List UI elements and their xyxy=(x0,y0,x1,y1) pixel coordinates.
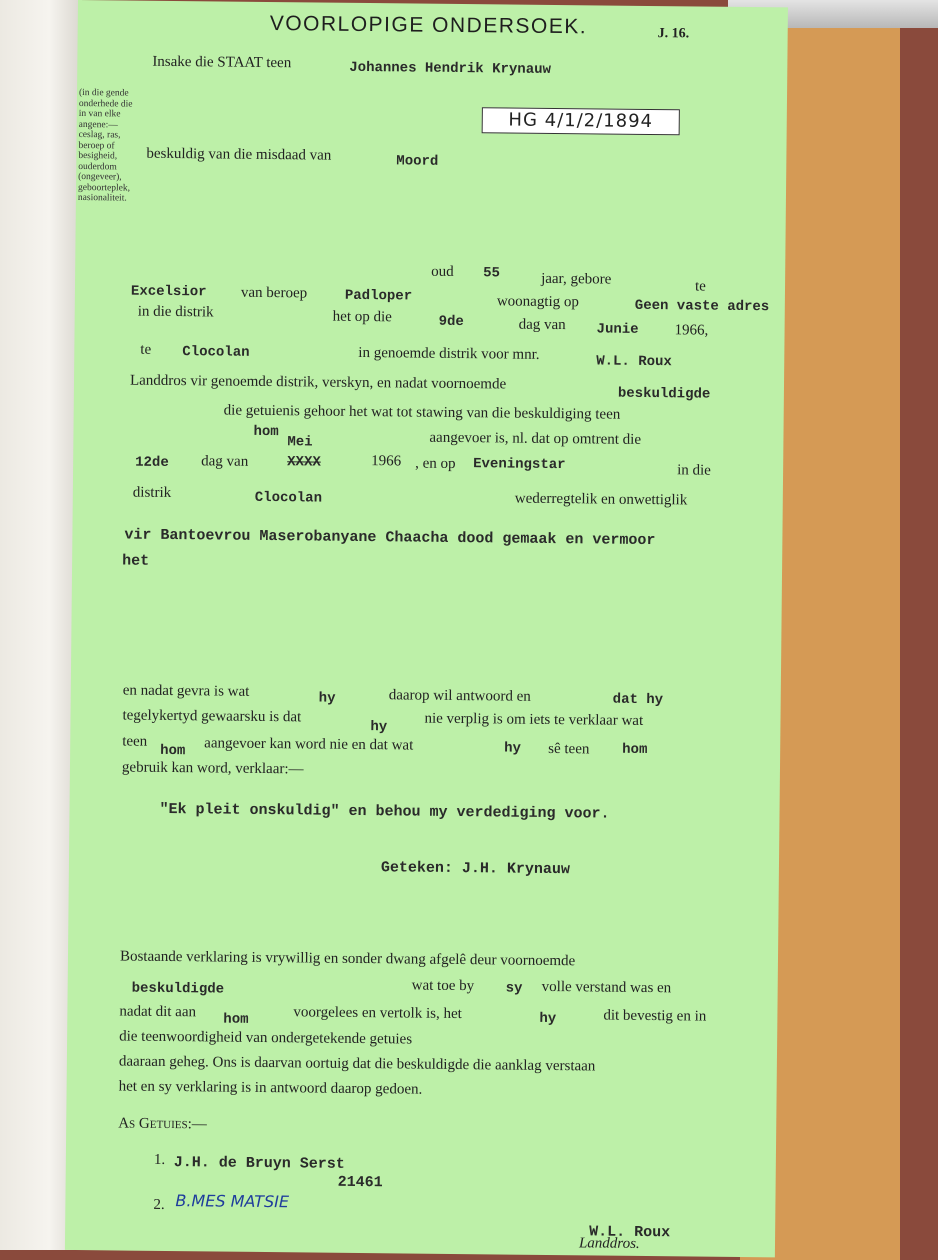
witness1-number: 1. xyxy=(153,1151,166,1168)
caution-3b: aangevoer kan word nie en dat wat xyxy=(204,735,414,754)
farm: Eveningstar xyxy=(473,456,566,474)
form-code: J. 16. xyxy=(657,26,690,42)
cert-hy: hy xyxy=(539,1010,557,1028)
offence-year: 1966 xyxy=(371,453,402,470)
magistrate: W.L. Roux xyxy=(596,353,672,371)
crime: Moord xyxy=(396,153,439,170)
witness2-number: 2. xyxy=(153,1196,165,1213)
magistrate-title: Landdros. xyxy=(578,1235,640,1252)
allegation-line1: vir Bantoevrou Maserobanyane Chaacha dood gemaak en vermoor xyxy=(124,526,656,550)
dag-van: dag van xyxy=(201,453,249,470)
cert-sy: sy xyxy=(505,980,523,997)
caution-hy2: hy xyxy=(370,719,388,736)
month-correction: Mei xyxy=(287,434,313,451)
age: 55 xyxy=(483,265,501,282)
cert-hom: hom xyxy=(223,1011,249,1028)
cert-who: beskuldigde xyxy=(131,980,225,998)
witnesses-heading: As Getuies:— xyxy=(118,1115,207,1133)
at-label: te xyxy=(140,341,152,358)
accused-role: beskuldigde xyxy=(617,385,711,403)
magistrate-signature: W.L. Roux xyxy=(589,1223,671,1242)
caution-hy1: hy xyxy=(318,690,336,707)
form-title: VOORLOPIGE ONDERSOEK. xyxy=(269,12,588,39)
cert-4: die teenwoordigheid van ondergetekende getuies xyxy=(119,1028,413,1048)
district-label: in die distrik xyxy=(137,303,214,321)
cert-5: daaraan geheg. Ons is daarvan oortuig dat die beskuldigde die aanklag verstaan xyxy=(118,1053,596,1075)
caution-1b: daarop wil antwoord en xyxy=(388,687,531,705)
cert-1: Bostaande verklaring is vrywillig en sonder dwang afgelê deur voornoemde xyxy=(119,948,576,970)
cert-2a: wat toe by xyxy=(411,977,475,995)
allegation-line2: het xyxy=(122,552,150,570)
pronoun-hom: hom xyxy=(253,423,279,441)
plea: "Ek pleit onskuldig" en behou my verdediging voor. xyxy=(159,800,610,823)
caution-hom2: hom xyxy=(622,741,648,759)
caution-hom1: hom xyxy=(160,742,186,760)
caution-1a: en nadat gevra is wat xyxy=(122,682,250,700)
occupation: Padloper xyxy=(344,287,413,305)
signed-statement: Geteken: J.H. Krynauw xyxy=(380,859,571,879)
caution-dat-hy: dat hy xyxy=(612,691,664,709)
offence-day: 12de xyxy=(135,454,169,471)
appearance-month: Junie xyxy=(596,321,639,338)
caution-hy3: hy xyxy=(504,740,522,757)
appearance-day: 9de xyxy=(438,313,464,331)
cert-3b: voorgelees en vertolk is, het xyxy=(293,1004,462,1023)
body-line2: die getuienis gehoor het wat tot stawing van die beskuldiging teen xyxy=(223,402,621,423)
appearance-year: 1966, xyxy=(674,322,709,339)
age-suffix: jaar, gebore xyxy=(541,270,612,288)
body-line3: aangevoer is, nl. dat op omtrent die xyxy=(429,429,642,448)
witness2-signature: B.MES MATSIE xyxy=(175,1191,290,1212)
day-of-label: dag van xyxy=(518,316,566,334)
occupation-label: van beroep xyxy=(240,284,308,302)
caution-3a: teen xyxy=(122,733,148,750)
case-label: Insake die STAAT teen xyxy=(152,53,292,72)
caution-2b: nie verplig is om iets te verklaar wat xyxy=(424,710,644,729)
body-line1: Landdros vir genoemde distrik, verskyn, en nadat voornoemde xyxy=(129,372,507,393)
place: Clocolan xyxy=(182,344,250,361)
caution-3c: sê teen xyxy=(548,740,590,758)
margin-instructions: (in die gende onderhede die in van elke angene:— ceslag, ras, beroep of besigheid, ouderdom (ongeveer), geboorteplek, nasionaliteit. xyxy=(77,88,133,204)
residence: Geen vaste adres xyxy=(634,297,770,316)
te-label: te xyxy=(694,278,706,295)
caution-4: gebruik kan word, verklaar:— xyxy=(121,759,304,778)
residence-label: woonagtig op xyxy=(496,293,580,311)
cert-2b: volle verstand was en xyxy=(541,978,672,997)
before-label: in genoemde distrik voor mnr. xyxy=(358,344,540,363)
month-struck: XXXX xyxy=(287,454,321,471)
file-reference-stamp: HG 4/1/2/1894 xyxy=(482,107,680,135)
form-sheet xyxy=(65,0,788,1257)
distrik: distrik xyxy=(132,484,172,502)
on-the-label: het op die xyxy=(332,308,392,326)
cert-3a: nadat dit aan xyxy=(119,1003,197,1021)
witness1-name: J.H. de Bruyn Serst xyxy=(173,1154,345,1173)
cert-3c: dit bevestig en in xyxy=(603,1007,707,1025)
birthplace: Excelsior xyxy=(130,283,207,301)
en-op: , en op xyxy=(415,455,456,472)
cert-6: het en sy verklaring is in antwoord daarop gedoen. xyxy=(118,1078,423,1098)
age-prefix: oud xyxy=(431,263,454,280)
charge-label: beskuldig van die misdaad van xyxy=(146,145,332,164)
caution-2a: tegelykertyd gewaarsku is dat xyxy=(122,707,302,726)
in-die: in die xyxy=(677,462,711,479)
offence-district: Clocolan xyxy=(254,489,323,507)
unlawfully: wederregtelik en onwettiglik xyxy=(514,490,688,509)
accused-name: Johannes Hendrik Krynauw xyxy=(349,59,552,78)
witness1-service-number: 21461 xyxy=(337,1173,383,1192)
